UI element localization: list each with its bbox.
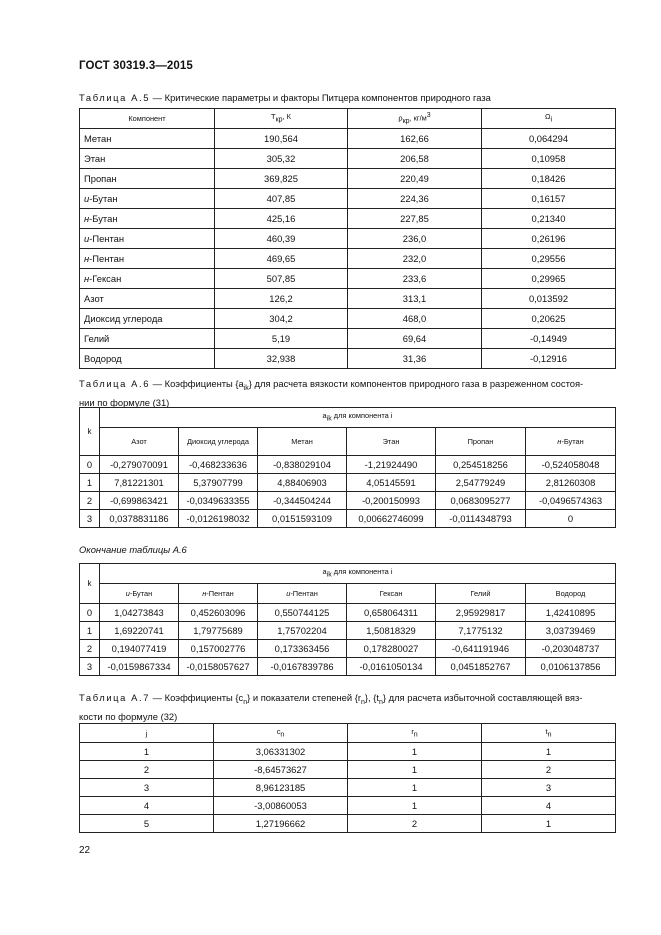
table-row [80, 604, 616, 622]
table-cell: 0,21340 [482, 209, 616, 229]
table-cell: -0,524058048 [526, 456, 616, 474]
column-header: Водород [526, 584, 616, 604]
table-cell: Водород [80, 349, 215, 369]
table-cell: 31,36 [348, 349, 482, 369]
table-cell: -0,14949 [482, 329, 616, 349]
table-cell: н-Бутан [80, 209, 215, 229]
table-cell: 1,79775689 [179, 622, 258, 640]
header-rhocr: $\rho_{кр}$, $кг/м^3$ [348, 109, 482, 129]
table-row [80, 349, 616, 369]
column-header: Гелий [436, 584, 526, 604]
table-cell: 0,0451852767 [436, 658, 526, 676]
table-cell: Азот [80, 289, 215, 309]
continuation-label: Окончание таблицы А.6 [79, 544, 187, 555]
table-row [80, 149, 616, 169]
table-cell: 224,36 [348, 189, 482, 209]
table-cell: Этан [80, 149, 215, 169]
table-cell: 126,2 [215, 289, 348, 309]
table-cell: 8,96123185 [214, 779, 348, 797]
table-row [80, 510, 616, 528]
caption-label: Таблица А.6 [79, 378, 151, 389]
table-cell: 4,88406903 [258, 474, 347, 492]
table-cell: 0,0683095277 [436, 492, 526, 510]
header-group: $a_{ik}$ для компонента i [100, 408, 616, 428]
table-cell: -8,64573627 [214, 761, 348, 779]
table-row [80, 815, 616, 833]
table-cell: 233,6 [348, 269, 482, 289]
table-cell: 305,32 [215, 149, 348, 169]
table-cell: н-Гексан [80, 269, 215, 289]
table-a7 [79, 723, 616, 833]
table-cell: 206,58 [348, 149, 482, 169]
table-row [80, 309, 616, 329]
column-header: Гексан [347, 584, 436, 604]
table-cell: 0,157002776 [179, 640, 258, 658]
table-row [80, 743, 616, 761]
table-cell: 1 [348, 761, 482, 779]
table-cell: -0,0126198032 [179, 510, 258, 528]
table-cell: 1,27196662 [214, 815, 348, 833]
table-cell: 0,20625 [482, 309, 616, 329]
table-row [80, 209, 616, 229]
table-cell: 369,825 [215, 169, 348, 189]
table-cell: 4 [80, 797, 214, 815]
column-header: и-Бутан [100, 584, 179, 604]
table-row [80, 189, 616, 209]
table-header-row [80, 109, 616, 129]
table-cell: 5,37907799 [179, 474, 258, 492]
table-row [80, 169, 616, 189]
table-cell: 3 [80, 510, 100, 528]
table-cell: 0,254518256 [436, 456, 526, 474]
table-cell: -0,0167839786 [258, 658, 347, 676]
table-cell: 0,658064311 [347, 604, 436, 622]
table-cell: 69,64 [348, 329, 482, 349]
header-k: k [80, 564, 100, 604]
table-cell: -1,21924490 [347, 456, 436, 474]
table-cell: 468,0 [348, 309, 482, 329]
table-cell: -0,203048737 [526, 640, 616, 658]
table-cell: 3 [80, 779, 214, 797]
table-cell: 4,05145591 [347, 474, 436, 492]
table-row [80, 129, 616, 149]
table-cell: -0,12916 [482, 349, 616, 369]
table-cell: 0,18426 [482, 169, 616, 189]
table-cell: 0,0151593109 [258, 510, 347, 528]
header-cn: $c_n$ [214, 724, 348, 743]
table-cell: 3,03739469 [526, 622, 616, 640]
table-cell: 227,85 [348, 209, 482, 229]
table-cell: 460,39 [215, 229, 348, 249]
column-header: Метан [258, 428, 347, 456]
header-rn: $r_n$ [348, 724, 482, 743]
table-cell: и-Пентан [80, 229, 215, 249]
column-header: Этан [347, 428, 436, 456]
header-j: j [80, 724, 214, 743]
table-row [80, 249, 616, 269]
table-cell: 1 [482, 815, 616, 833]
table-cell: -0,0161050134 [347, 658, 436, 676]
table-header-row [80, 408, 616, 428]
table-a6-caption: Таблица А.6 — Коэффициенты $\{a_{ik}\}$ для расчета вязкости компонентов природного газа в разреженном состоя- нии по формуле (31) [79, 378, 584, 408]
table-cell: -0,0158057627 [179, 658, 258, 676]
table-cell: Пропан [80, 169, 215, 189]
table-cell: 1 [348, 797, 482, 815]
table-cell: 4 [482, 797, 616, 815]
table-row [80, 474, 616, 492]
table-cell: 162,66 [348, 129, 482, 149]
table-cell: 0,26196 [482, 229, 616, 249]
header-component: Компонент [80, 109, 215, 129]
table-a7-caption: Таблица А.7 — Коэффициенты $\{c_n\}$ и показатели степеней $\{r_n\}$, $\{t_n\}$ для расчета избыточной составляющей вяз- кости по формуле (32) [79, 692, 583, 722]
table-subheader-row [80, 584, 616, 604]
table-a6-continuation [79, 563, 616, 676]
table-cell: 1,69220741 [100, 622, 179, 640]
table-cell: 0,00662746099 [347, 510, 436, 528]
table-cell: 0,178280027 [347, 640, 436, 658]
table-cell: 32,938 [215, 349, 348, 369]
table-cell: Метан [80, 129, 215, 149]
table-cell: 2,95929817 [436, 604, 526, 622]
table-cell: 425,16 [215, 209, 348, 229]
table-cell: 236,0 [348, 229, 482, 249]
caption-label: Таблица А.5 [79, 92, 151, 103]
table-cell: 0 [80, 456, 100, 474]
table-cell: 2,54779249 [436, 474, 526, 492]
table-cell: 0,29965 [482, 269, 616, 289]
table-cell: 0,0106137856 [526, 658, 616, 676]
table-cell: -0,641191946 [436, 640, 526, 658]
table-cell: Гелий [80, 329, 215, 349]
caption-line2: нии по формуле (31) [79, 396, 170, 408]
table-cell: -0,344504244 [258, 492, 347, 510]
table-cell: 2,81260308 [526, 474, 616, 492]
table-cell: 469,65 [215, 249, 348, 269]
table-row [80, 658, 616, 676]
column-header: и-Пентан [258, 584, 347, 604]
table-cell: 0 [526, 510, 616, 528]
table-row [80, 640, 616, 658]
table-cell: -0,699863421 [100, 492, 179, 510]
column-header: н-Пентан [179, 584, 258, 604]
column-header: Пропан [436, 428, 526, 456]
caption-label: Таблица А.7 [79, 692, 151, 703]
table-cell: -0,0349633355 [179, 492, 258, 510]
header-tn: $t_n$ [482, 724, 616, 743]
table-cell: 232,0 [348, 249, 482, 269]
table-row [80, 329, 616, 349]
table-cell: 1,50818329 [347, 622, 436, 640]
table-row [80, 779, 616, 797]
table-cell: -0,468233636 [179, 456, 258, 474]
table-cell: 2 [80, 761, 214, 779]
table-row [80, 492, 616, 510]
table-cell: 190,564 [215, 129, 348, 149]
table-cell: 1 [348, 743, 482, 761]
column-header: Диоксид углерода [179, 428, 258, 456]
table-cell: 5 [80, 815, 214, 833]
table-cell: 0,013592 [482, 289, 616, 309]
table-cell: -0,0496574363 [526, 492, 616, 510]
table-row [80, 456, 616, 474]
page-number: 22 [79, 845, 91, 856]
table-row [80, 797, 616, 815]
table-cell: 1,42410895 [526, 604, 616, 622]
table-cell: -0,279070091 [100, 456, 179, 474]
table-a5-caption [79, 91, 619, 105]
table-cell: 7,1775132 [436, 622, 526, 640]
table-cell: 0,064294 [482, 129, 616, 149]
document-header: ГОСТ 30319.3—2015 [79, 60, 193, 72]
table-cell: 0,0378831186 [100, 510, 179, 528]
column-header: н-Бутан [526, 428, 616, 456]
table-cell: -0,838029104 [258, 456, 347, 474]
table-cell: 1 [80, 743, 214, 761]
table-cell: н-Пентан [80, 249, 215, 269]
header-tcr: $T_{кр}$, К [215, 109, 348, 129]
table-row [80, 289, 616, 309]
table-cell: 0,550744125 [258, 604, 347, 622]
table-cell: 2 [80, 640, 100, 658]
table-cell: -0,0159867334 [100, 658, 179, 676]
table-subheader-row [80, 428, 616, 456]
table-cell: 2 [80, 492, 100, 510]
table-cell: 1 [482, 743, 616, 761]
table-cell: 0,16157 [482, 189, 616, 209]
caption-line2: кости по формуле (32) [79, 710, 178, 722]
table-cell: 0,194077419 [100, 640, 179, 658]
table-cell: -3,00860053 [214, 797, 348, 815]
column-header: Азот [100, 428, 179, 456]
table-row [80, 269, 616, 289]
header-group: $a_{ik}$ для компонента i [100, 564, 616, 584]
table-cell: 2 [348, 815, 482, 833]
table-cell: 1,04273843 [100, 604, 179, 622]
table-cell: 220,49 [348, 169, 482, 189]
table-cell: 1,75702204 [258, 622, 347, 640]
table-row [80, 761, 616, 779]
table-cell: 3 [80, 658, 100, 676]
table-cell: Диоксид углерода [80, 309, 215, 329]
table-cell: 3,06331302 [214, 743, 348, 761]
table-cell: 0 [80, 604, 100, 622]
table-cell: 0,173363456 [258, 640, 347, 658]
table-cell: 0,29556 [482, 249, 616, 269]
table-a6 [79, 407, 616, 528]
table-cell: 2 [482, 761, 616, 779]
table-row [80, 229, 616, 249]
table-cell: 0,10958 [482, 149, 616, 169]
table-cell: 7,81221301 [100, 474, 179, 492]
table-cell: 407,85 [215, 189, 348, 209]
table-cell: 1 [80, 474, 100, 492]
table-cell: 1 [80, 622, 100, 640]
table-header-row [80, 564, 616, 584]
table-header-row [80, 724, 616, 743]
table-cell: -0,200150993 [347, 492, 436, 510]
table-row [80, 622, 616, 640]
table-cell: 313,1 [348, 289, 482, 309]
table-cell: 5,19 [215, 329, 348, 349]
table-cell: 3 [482, 779, 616, 797]
table-cell: 507,85 [215, 269, 348, 289]
table-cell: -0,0114348793 [436, 510, 526, 528]
table-cell: 1 [348, 779, 482, 797]
caption-text: — Критические параметры и факторы Питцера компонентов природного газа [150, 92, 491, 103]
header-k: k [80, 408, 100, 456]
table-cell: 0,452603096 [179, 604, 258, 622]
table-cell: 304,2 [215, 309, 348, 329]
table-cell: и-Бутан [80, 189, 215, 209]
table-a5 [79, 108, 616, 369]
header-omega: $\Omega_i$ [482, 109, 616, 129]
